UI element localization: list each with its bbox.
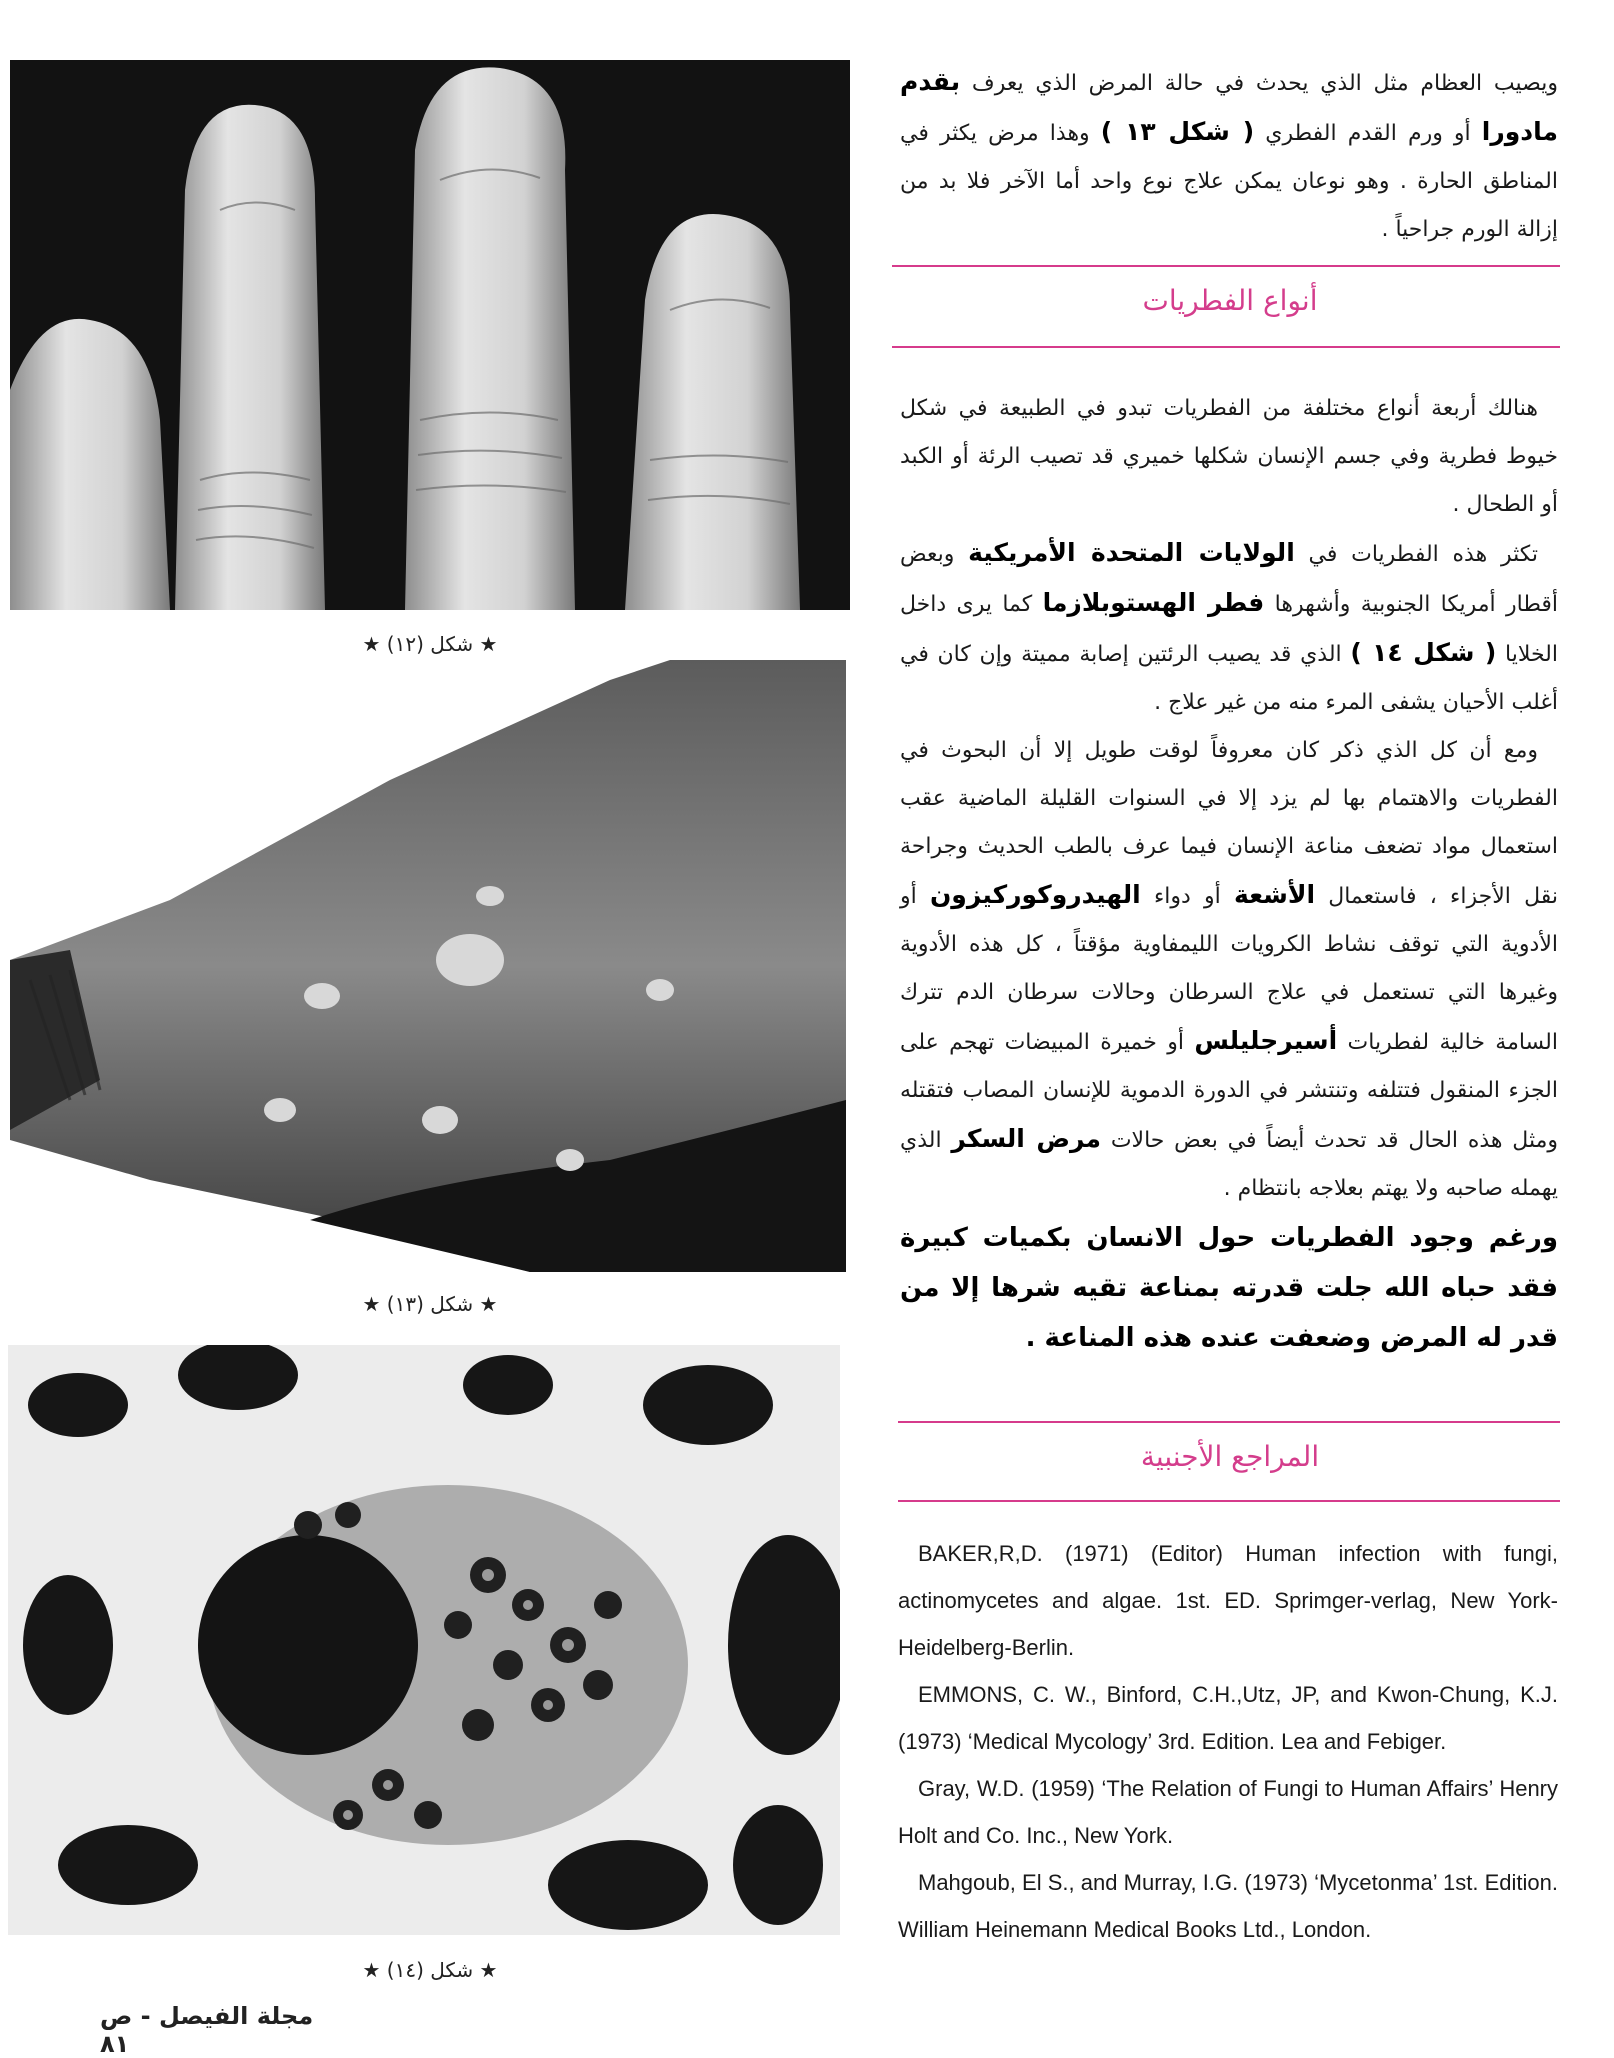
text-run: وبعض أقطار أمريكا الجنوبية وأشهرها — [900, 542, 1558, 617]
text-run: ويصيب العظام مثل الذي يحدث في حالة المرض الذي يعرف — [960, 71, 1558, 96]
text-run: تكثر هذه الفطريات في — [1294, 542, 1538, 567]
reference-item: BAKER,R,D. (1971) (Editor) Human infection with fungi, actinomycetes and algae. 1st. ED. Sprimger-verlag, New York-Heidelberg-Berlin. — [898, 1541, 1558, 1660]
term-histoplasma: فطر الهستوبلازما — [1042, 588, 1265, 617]
intro-text — [900, 58, 1558, 254]
body-text — [900, 385, 1558, 1363]
figure-14-micrograph — [8, 1345, 840, 1935]
text-run: كما يرى داخل الخلايا — [900, 592, 1558, 667]
figure-13-caption: ★ شكل (١٣) ★ — [362, 1292, 498, 1316]
text-run: أو خميرة المبيضات تهجم على الجزء المنقول فتتلفه وتنتشر في الدورة الدموية للإنسان المصاب فتقتله ومثل هذه الحال قد تحدث أيضاً في بعض حالات — [900, 1030, 1558, 1153]
divider-bottom — [892, 346, 1560, 348]
text-run: ومع أن كل الذي ذكر كان معروفاً لوقت طويل إلا أن البحوث في الفطريات والاهتمام بها لم يزد إلا في السنوات القليلة الماضية عقب استعمال مواد تضعف مناعة الإنسان فيما عرف بالطب الحديث وجراحة نقل الأجزاء ، فاستعمال — [900, 738, 1559, 909]
divider-top — [892, 265, 1560, 267]
body-paragraph-4: ورغم وجود الفطريات حول الانسان بكميات كبيرة فقد حباه الله جلت قدرته بمناعة تقيه شرها إلا من قدر له المرض وضعفت عنده هذه المناعة . — [900, 1223, 1558, 1353]
text-run: الذي قد يصيب الرئتين إصابة مميتة وإن كان في أغلب الأحيان يشفى المرء منه من غير علاج . — [900, 642, 1558, 715]
body-paragraph-1: هنالك أربعة أنواع مختلفة من الفطريات تبدو في الطبيعة في شكل خيوط فطرية وفي جسم الإنسان شكلها خميري قد تصيب الرئة أو الكبد أو الطحال . — [900, 396, 1558, 517]
text-run: وهذا مرض يكثر في المناطق الحارة . وهو نوعان يمكن علاج نوع واحد أما الآخر فلا بد من إزالة الورم جراحياً . — [900, 121, 1558, 242]
figure-12-caption: ★ شكل (١٢) ★ — [362, 632, 498, 656]
reference-item: Mahgoub, El S., and Murray, I.G. (1973) ‘Mycetonma’ 1st. Edition. William Heinemann Medical Books Ltd., London. — [898, 1870, 1558, 1942]
reference-item: EMMONS, C. W., Binford, C.H.,Utz, JP, and Kwon-Chung, K.J. (1973) ‘Medical Mycology’ 3rd. Edition. Lea and Febiger. — [898, 1682, 1558, 1754]
references-list — [898, 1530, 1558, 1953]
figure-13-photo — [10, 660, 846, 1272]
term-radiation: الأشعة — [1233, 880, 1316, 909]
body-paragraph-3 — [900, 727, 1558, 1213]
figure-ref-13: ( شكل ١٣ ) — [1100, 117, 1255, 146]
intro-paragraph — [900, 58, 1558, 254]
text-run: أو ورم القدم الفطري — [1254, 121, 1482, 146]
reference-item: Gray, W.D. (1959) ‘The Relation of Fungi to Human Affairs’ Henry Holt and Co. Inc., New York. — [898, 1776, 1558, 1848]
figure-14-caption: ★ شكل (١٤) ★ — [362, 1958, 498, 1982]
text-run: أو دواء — [1140, 884, 1234, 909]
section-heading-types: أنواع الفطريات — [1142, 284, 1318, 317]
term-usa: الولايات المتحدة الأمريكية — [968, 538, 1295, 567]
divider-refs-bottom — [898, 1500, 1560, 1502]
term-aspergillus: أسيرجليلس — [1194, 1026, 1338, 1055]
text-run: الذي يهمله صاحبه ولا يهتم بعلاجه بانتظام . — [900, 1128, 1558, 1201]
figure-12-photo — [10, 60, 850, 610]
page-footer: مجلة الفيصل - ص ٨١ — [100, 2002, 314, 2058]
figure-ref-14: ( شكل ١٤ ) — [1350, 638, 1497, 667]
term-madura-foot: بقدم مادورا — [900, 67, 1558, 146]
section-heading-references: المراجع الأجنبية — [1140, 1440, 1320, 1473]
term-hydrocortisone: الهيدروكوركيزون — [929, 880, 1141, 909]
term-diabetes: مرض السكر — [951, 1124, 1102, 1153]
body-paragraph-2 — [900, 529, 1558, 727]
divider-refs-top — [898, 1421, 1560, 1423]
text-run: أو الأدوية التي توقف نشاط الكرويات الليمفاوية مؤقتاً ، كل هذه الأدوية وغيرها التي تستعمل في علاج السرطان وحالات سرطان الدم تترك السامة خالية لفطريات — [900, 884, 1558, 1055]
